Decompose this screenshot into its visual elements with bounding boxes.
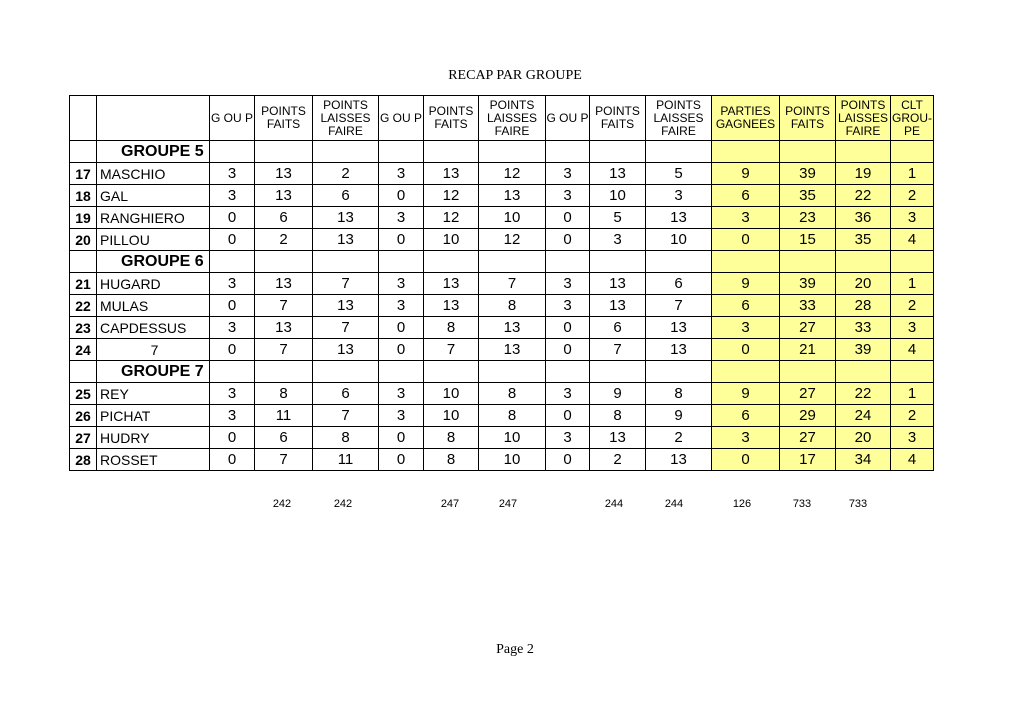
empty-cell [891,251,934,273]
score-cell: 9 [590,383,646,405]
score-cell: 2 [891,405,934,427]
total-value: 733 [848,498,868,510]
group-number-blank [70,361,97,383]
player-name: CAPDESSUS [97,317,210,339]
table-row [70,317,934,339]
score-cell: 2 [313,163,379,185]
empty-cell [255,141,313,163]
score-cell: 13 [590,295,646,317]
player-name: ROSSET [97,449,210,471]
empty-cell [313,361,379,383]
empty-cell [313,251,379,273]
score-cell: 3 [379,405,424,427]
score-cell: 15 [780,229,836,251]
empty-cell [379,141,424,163]
totals-row [0,498,1030,512]
empty-cell [836,361,891,383]
empty-cell [379,361,424,383]
empty-cell [780,251,836,273]
header-cell: G OU P [546,96,590,141]
score-cell: 13 [479,339,546,361]
table-row [70,229,934,251]
empty-cell [479,141,546,163]
score-cell: 13 [255,163,313,185]
score-cell: 0 [210,229,255,251]
score-cell: 4 [891,229,934,251]
score-cell: 7 [313,405,379,427]
empty-cell [379,251,424,273]
score-cell: 0 [210,449,255,471]
score-cell: 0 [546,449,590,471]
total-value: 247 [440,498,460,510]
score-cell: 27 [780,383,836,405]
empty-cell [891,141,934,163]
score-cell: 39 [836,339,891,361]
header-cell: POINTS LAISSES FAIRE [313,96,379,141]
score-cell: 2 [590,449,646,471]
score-cell: 8 [424,427,479,449]
score-cell: 3 [712,317,780,339]
header-cell: POINTS FAITS [780,96,836,141]
page-title: RECAP PAR GROUPE [448,68,582,83]
score-cell: 13 [255,273,313,295]
player-number: 28 [70,449,97,471]
score-cell: 8 [313,427,379,449]
score-cell: 13 [255,185,313,207]
player-name: MASCHIO [97,163,210,185]
empty-cell [646,251,712,273]
score-cell: 13 [424,163,479,185]
score-cell: 0 [712,339,780,361]
score-cell: 0 [379,185,424,207]
empty-cell [836,251,891,273]
empty-cell [546,361,590,383]
player-number: 27 [70,427,97,449]
score-cell: 6 [712,405,780,427]
score-cell: 3 [546,185,590,207]
score-cell: 6 [712,295,780,317]
score-cell: 3 [379,295,424,317]
score-cell: 20 [836,273,891,295]
player-name: HUDRY [97,427,210,449]
score-cell: 13 [313,229,379,251]
player-name: MULAS [97,295,210,317]
score-cell: 36 [836,207,891,229]
score-cell: 0 [546,317,590,339]
table-row [70,163,934,185]
score-cell: 1 [891,383,934,405]
score-cell: 6 [646,273,712,295]
score-cell: 13 [646,339,712,361]
score-cell: 20 [836,427,891,449]
score-cell: 4 [891,339,934,361]
score-cell: 3 [379,273,424,295]
header-cell: CLT GROU-PE [891,96,934,141]
score-cell: 23 [780,207,836,229]
score-cell: 13 [646,207,712,229]
score-cell: 10 [424,229,479,251]
score-cell: 3 [891,427,934,449]
score-cell: 13 [479,185,546,207]
score-cell: 7 [255,449,313,471]
score-cell: 13 [646,317,712,339]
score-cell: 2 [891,185,934,207]
score-cell: 4 [891,449,934,471]
score-cell: 11 [313,449,379,471]
score-cell: 8 [479,383,546,405]
empty-cell [255,251,313,273]
score-cell: 0 [210,207,255,229]
score-cell: 0 [712,229,780,251]
header-name-blank [97,96,210,141]
table-row [70,405,934,427]
score-cell: 8 [255,383,313,405]
score-cell: 7 [313,273,379,295]
empty-cell [210,361,255,383]
total-value: 247 [498,498,518,510]
score-cell: 9 [712,383,780,405]
score-cell: 0 [379,449,424,471]
total-value: 244 [664,498,684,510]
player-number: 20 [70,229,97,251]
total-value: 126 [732,498,752,510]
score-cell: 6 [255,207,313,229]
score-cell: 3 [546,383,590,405]
header-row [70,96,934,141]
header-cell: POINTS FAITS [590,96,646,141]
score-cell: 3 [210,185,255,207]
header-cell: POINTS LAISSES FAIRE [646,96,712,141]
score-cell: 29 [780,405,836,427]
score-cell: 7 [590,339,646,361]
table-row [70,295,934,317]
score-cell: 0 [546,229,590,251]
score-cell: 13 [313,207,379,229]
header-number-blank [70,96,97,141]
header-cell: POINTS LAISSES FAIRE [836,96,891,141]
empty-cell [590,361,646,383]
player-number: 26 [70,405,97,427]
empty-cell [210,141,255,163]
score-cell: 3 [546,427,590,449]
score-cell: 10 [646,229,712,251]
score-cell: 7 [646,295,712,317]
score-cell: 6 [712,185,780,207]
player-number: 25 [70,383,97,405]
score-cell: 13 [479,317,546,339]
score-cell: 13 [590,163,646,185]
score-cell: 12 [424,185,479,207]
player-number: 21 [70,273,97,295]
score-cell: 8 [479,405,546,427]
score-cell: 0 [546,207,590,229]
score-cell: 5 [590,207,646,229]
score-cell: 24 [836,405,891,427]
score-cell: 3 [712,427,780,449]
score-cell: 3 [210,317,255,339]
page-number: Page 2 [496,642,534,657]
score-cell: 3 [891,207,934,229]
score-cell: 5 [646,163,712,185]
empty-cell [712,251,780,273]
score-cell: 19 [836,163,891,185]
empty-cell [424,251,479,273]
score-cell: 2 [646,427,712,449]
header-cell: G OU P [379,96,424,141]
score-cell: 1 [891,163,934,185]
score-cell: 7 [255,295,313,317]
empty-cell [546,251,590,273]
score-cell: 13 [313,339,379,361]
score-cell: 8 [590,405,646,427]
empty-cell [712,361,780,383]
score-cell: 13 [424,295,479,317]
total-value: 244 [604,498,624,510]
score-cell: 13 [424,273,479,295]
player-number: 22 [70,295,97,317]
total-value: 733 [792,498,812,510]
score-cell: 9 [712,273,780,295]
player-number: 19 [70,207,97,229]
score-cell: 0 [379,339,424,361]
score-cell: 10 [424,383,479,405]
score-cell: 34 [836,449,891,471]
player-name: 7 [97,339,210,361]
score-cell: 3 [590,229,646,251]
score-cell: 35 [780,185,836,207]
empty-cell [891,361,934,383]
score-cell: 0 [210,339,255,361]
empty-cell [836,141,891,163]
group-number-blank [70,251,97,273]
score-cell: 3 [379,383,424,405]
score-cell: 12 [424,207,479,229]
player-name: PILLOU [97,229,210,251]
empty-cell [546,141,590,163]
group-number-blank [70,141,97,163]
score-cell: 39 [780,273,836,295]
player-name: GAL [97,185,210,207]
score-cell: 3 [210,405,255,427]
score-cell: 3 [379,207,424,229]
empty-cell [712,141,780,163]
header-cell: PARTIES GAGNEES [712,96,780,141]
score-cell: 10 [479,207,546,229]
score-cell: 27 [780,317,836,339]
score-cell: 13 [590,273,646,295]
score-cell: 11 [255,405,313,427]
player-number: 17 [70,163,97,185]
score-cell: 6 [313,185,379,207]
score-cell: 3 [546,295,590,317]
score-cell: 10 [590,185,646,207]
header-cell: POINTS LAISSES FAIRE [479,96,546,141]
table-body [70,141,934,471]
empty-cell [313,141,379,163]
score-cell: 13 [255,317,313,339]
score-cell: 8 [424,317,479,339]
group-header-row [70,251,934,273]
group-label: GROUPE 6 [97,251,210,273]
score-cell: 0 [546,405,590,427]
table-row [70,339,934,361]
empty-cell [780,141,836,163]
empty-cell [255,361,313,383]
table-row [70,427,934,449]
header-cell: POINTS FAITS [255,96,313,141]
recap-table [69,95,934,471]
empty-cell [646,141,712,163]
score-cell: 7 [479,273,546,295]
score-cell: 0 [379,229,424,251]
player-name: PICHAT [97,405,210,427]
score-cell: 0 [546,339,590,361]
empty-cell [590,251,646,273]
player-name: HUGARD [97,273,210,295]
score-cell: 35 [836,229,891,251]
score-cell: 3 [546,163,590,185]
score-cell: 27 [780,427,836,449]
score-cell: 9 [712,163,780,185]
score-cell: 7 [313,317,379,339]
empty-cell [479,361,546,383]
player-name: REY [97,383,210,405]
score-cell: 0 [210,427,255,449]
score-cell: 33 [836,317,891,339]
score-cell: 7 [255,339,313,361]
player-name: RANGHIERO [97,207,210,229]
score-cell: 3 [646,185,712,207]
score-cell: 0 [210,295,255,317]
score-cell: 39 [780,163,836,185]
score-cell: 6 [590,317,646,339]
score-cell: 8 [646,383,712,405]
table-row [70,185,934,207]
score-cell: 12 [479,229,546,251]
score-cell: 8 [424,449,479,471]
group-header-row [70,141,934,163]
score-cell: 10 [424,405,479,427]
score-cell: 10 [479,449,546,471]
score-cell: 9 [646,405,712,427]
score-cell: 13 [313,295,379,317]
score-cell: 7 [424,339,479,361]
group-label: GROUPE 7 [97,361,210,383]
score-cell: 0 [379,317,424,339]
score-cell: 8 [479,295,546,317]
score-cell: 28 [836,295,891,317]
player-number: 24 [70,339,97,361]
score-cell: 22 [836,383,891,405]
score-cell: 0 [379,427,424,449]
empty-cell [479,251,546,273]
score-cell: 2 [255,229,313,251]
table-row [70,383,934,405]
score-cell: 10 [479,427,546,449]
empty-cell [424,141,479,163]
score-cell: 6 [313,383,379,405]
score-cell: 21 [780,339,836,361]
score-cell: 3 [712,207,780,229]
player-number: 18 [70,185,97,207]
header-cell: G OU P [210,96,255,141]
total-value: 242 [333,498,353,510]
group-label: GROUPE 5 [97,141,210,163]
empty-cell [590,141,646,163]
empty-cell [210,251,255,273]
table-row [70,449,934,471]
score-cell: 2 [891,295,934,317]
score-cell: 3 [546,273,590,295]
score-cell: 3 [210,273,255,295]
table-row [70,207,934,229]
score-cell: 3 [210,163,255,185]
group-header-row [70,361,934,383]
empty-cell [646,361,712,383]
score-cell: 3 [891,317,934,339]
player-number: 23 [70,317,97,339]
total-value: 242 [272,498,292,510]
score-cell: 13 [646,449,712,471]
score-cell: 33 [780,295,836,317]
score-cell: 22 [836,185,891,207]
score-cell: 12 [479,163,546,185]
table-row [70,273,934,295]
score-cell: 17 [780,449,836,471]
empty-cell [424,361,479,383]
score-cell: 3 [379,163,424,185]
score-cell: 1 [891,273,934,295]
header-cell: POINTS FAITS [424,96,479,141]
empty-cell [780,361,836,383]
score-cell: 3 [210,383,255,405]
score-cell: 0 [712,449,780,471]
score-cell: 6 [255,427,313,449]
score-cell: 13 [590,427,646,449]
